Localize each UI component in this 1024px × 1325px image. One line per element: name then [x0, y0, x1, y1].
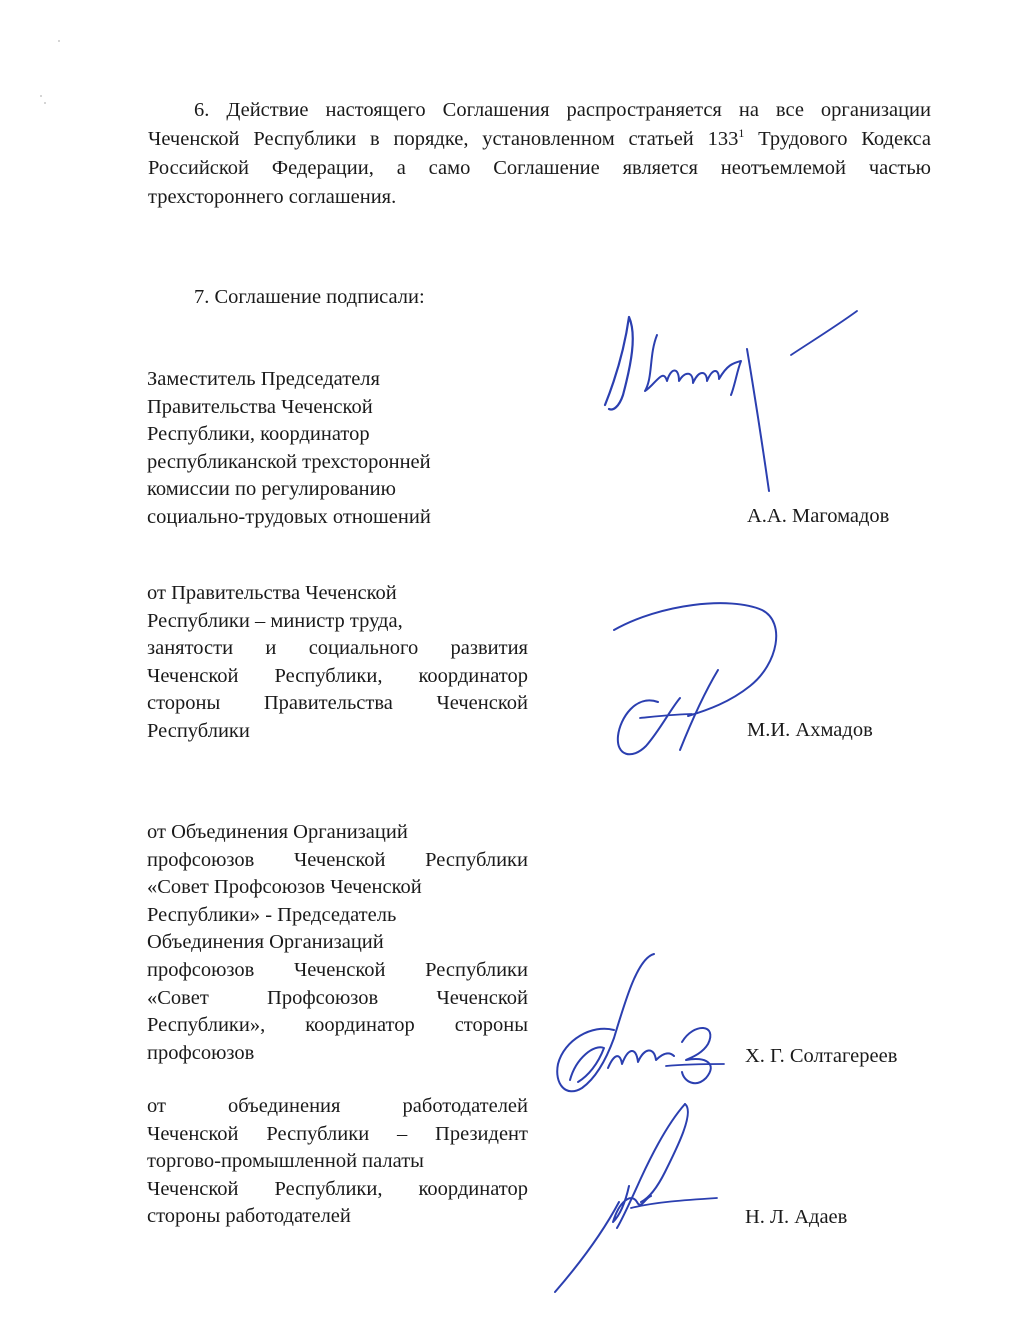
- title-line: социально-трудовых отношений: [147, 505, 431, 528]
- title-line: от Правительства Чеченской: [147, 582, 397, 604]
- paragraph-7: 7. Соглашение подписали:: [194, 286, 425, 308]
- scan-speck: [40, 95, 42, 97]
- title-line: от объединения работодателей: [147, 1095, 528, 1117]
- title-line: Чеченской Республики, координатор: [147, 1177, 528, 1200]
- signatory-2-name: М.И. Ахмадов: [747, 719, 873, 741]
- title-line: стороны Правительства Чеченской: [147, 692, 528, 715]
- title-line: занятости и социального развития: [147, 637, 528, 660]
- signatory-3-title: [147, 819, 528, 1067]
- title-line: стороны работодателей: [147, 1205, 351, 1228]
- scan-speck: [58, 40, 60, 42]
- signature-magomadov: [595, 305, 865, 500]
- title-line: Республики: [147, 719, 250, 742]
- signatory-3-name: Х. Г. Солтагереев: [745, 1045, 898, 1067]
- title-line: Республики, координатор: [147, 423, 370, 446]
- title-line: Чеченской Республики, координатор: [147, 664, 528, 687]
- title-line: республиканской трехсторонней: [147, 450, 431, 473]
- title-line: комиссии по регулированию: [147, 478, 396, 501]
- title-line: Республики», координатор стороны: [147, 1014, 528, 1037]
- title-line: Заместитель Председателя: [147, 368, 380, 390]
- title-line: «Совет Профсоюзов Чеченской: [147, 986, 528, 1009]
- title-line: профсоюзов: [147, 1041, 255, 1064]
- title-line: от Объединения Организаций: [147, 821, 408, 843]
- title-line: Объединения Организаций: [147, 931, 384, 954]
- title-line: Республики» - Председатель: [147, 903, 397, 926]
- signatory-4-title: [147, 1093, 528, 1231]
- signature-adaev: [545, 1098, 735, 1298]
- signatory-1-title: [147, 366, 528, 532]
- paragraph-6: 6. Действие настоящего Соглашения распространяется на все организации Чеченской Республики в порядке, установленном статьей $133^1$ Трудового Кодекса Российской Федерации, а само Соглашение является неотъемлемой частью трехстороннего соглашения.: [148, 99, 931, 208]
- title-line: Республики – министр труда,: [147, 609, 403, 632]
- title-line: торгово-промышленной палаты: [147, 1150, 424, 1173]
- title-line: Чеченской Республики – Президент: [147, 1122, 528, 1145]
- title-line: профсоюзов Чеченской Республики: [147, 848, 528, 871]
- signatory-4-name: Н. Л. Адаев: [745, 1206, 848, 1228]
- scan-speck: [44, 102, 46, 104]
- title-line: Правительства Чеченской: [147, 395, 373, 418]
- title-line: «Совет Профсоюзов Чеченской: [147, 876, 422, 899]
- superscript-1: 1: [738, 126, 745, 140]
- title-line: профсоюзов Чеченской Республики: [147, 958, 528, 981]
- signature-soltagereev: [548, 948, 738, 1100]
- signatory-1-name: А.А. Магомадов: [747, 505, 890, 527]
- signatory-2-title: [147, 580, 528, 746]
